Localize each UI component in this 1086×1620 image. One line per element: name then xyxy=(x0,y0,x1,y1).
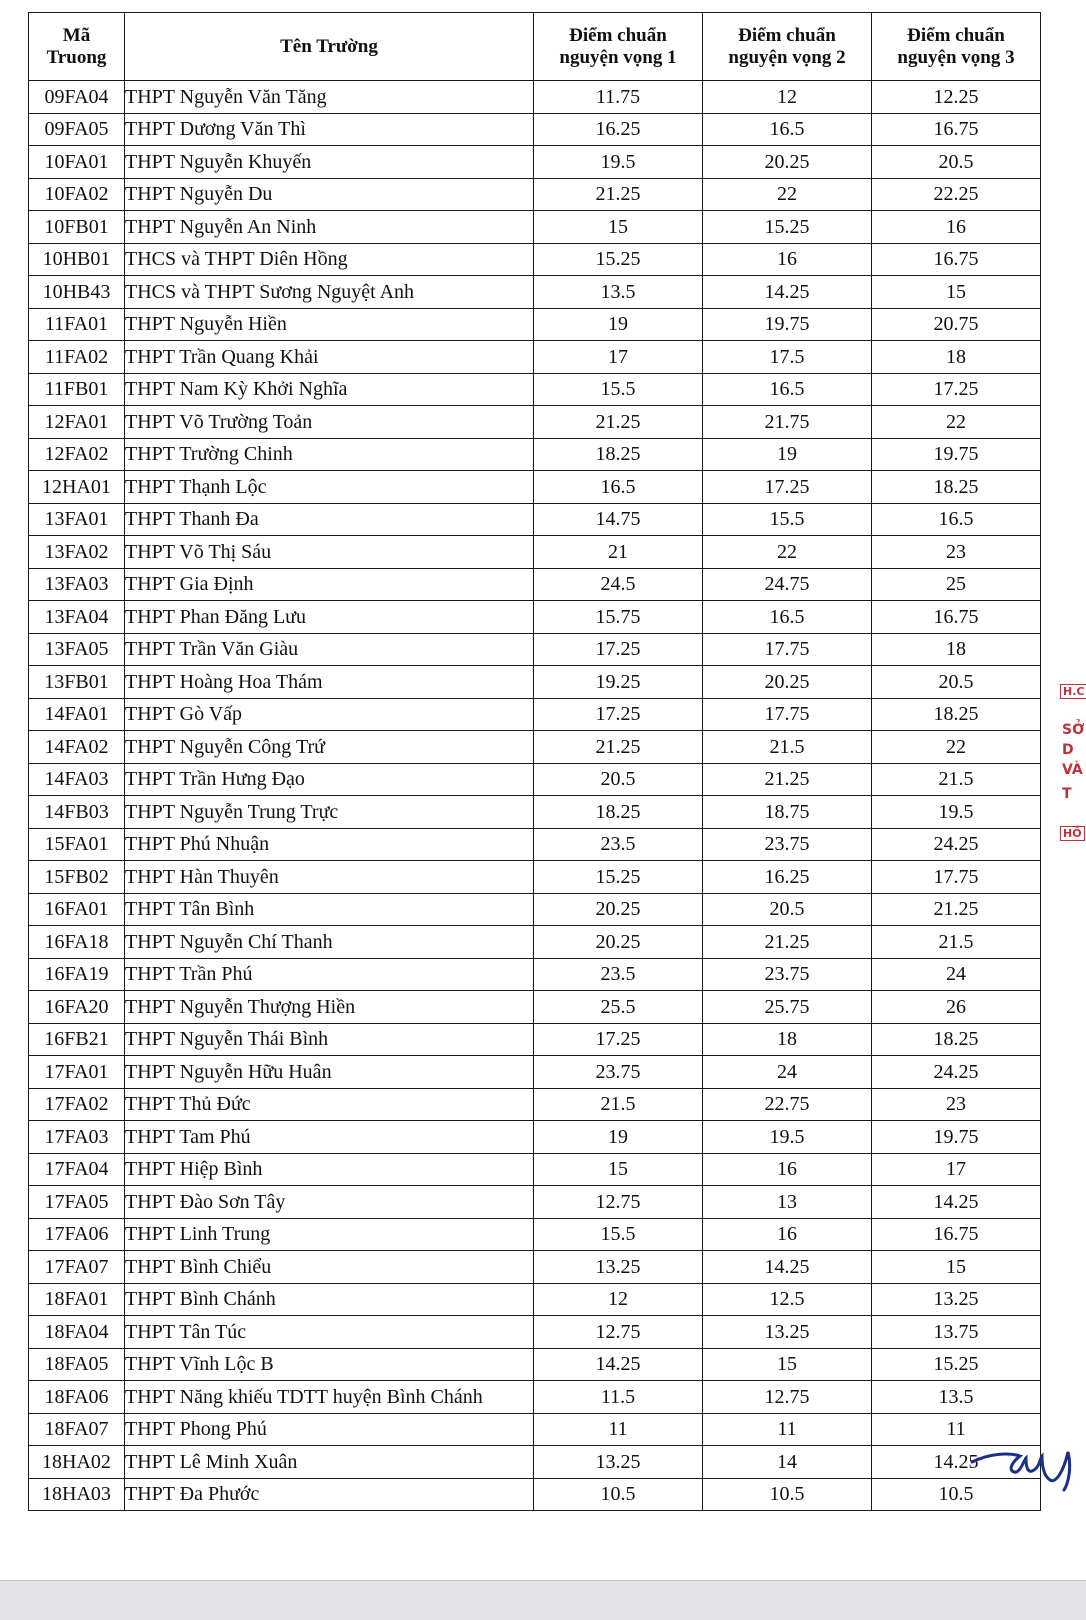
score-nv1-cell: 15.25 xyxy=(534,243,703,276)
score-nv3-cell: 18.25 xyxy=(872,471,1041,504)
school-code-cell: 18FA07 xyxy=(29,1413,125,1446)
table-row xyxy=(29,568,1041,601)
school-name-cell: THPT Nguyễn Chí Thanh xyxy=(125,926,534,959)
score-nv3-cell: 12.25 xyxy=(872,81,1041,114)
score-nv2-cell: 12 xyxy=(703,81,872,114)
score-nv2-cell: 16 xyxy=(703,243,872,276)
school-name-cell: THPT Gia Định xyxy=(125,568,534,601)
school-code-cell: 17FA02 xyxy=(29,1088,125,1121)
score-nv2-cell: 21.5 xyxy=(703,731,872,764)
school-code-cell: 12FA02 xyxy=(29,438,125,471)
table-row xyxy=(29,763,1041,796)
table-row xyxy=(29,731,1041,764)
school-code-cell: 18FA06 xyxy=(29,1381,125,1414)
school-code-cell: 09FA04 xyxy=(29,81,125,114)
score-nv3-cell: 16.5 xyxy=(872,503,1041,536)
score-nv1-cell: 19.25 xyxy=(534,666,703,699)
score-nv2-cell: 23.75 xyxy=(703,958,872,991)
table-row xyxy=(29,1478,1041,1511)
score-nv3-cell: 11 xyxy=(872,1413,1041,1446)
score-nv3-cell: 23 xyxy=(872,536,1041,569)
school-name-cell: THPT Hoàng Hoa Thám xyxy=(125,666,534,699)
score-nv3-cell: 18 xyxy=(872,341,1041,374)
school-name-cell: THPT Thanh Đa xyxy=(125,503,534,536)
table-row xyxy=(29,1023,1041,1056)
school-code-cell: 18FA04 xyxy=(29,1316,125,1349)
school-code-cell: 15FB02 xyxy=(29,861,125,894)
school-name-cell: THPT Nguyễn Thái Bình xyxy=(125,1023,534,1056)
school-name-cell: THPT Gò Vấp xyxy=(125,698,534,731)
score-nv1-cell: 15 xyxy=(534,211,703,244)
school-code-cell: 17FA06 xyxy=(29,1218,125,1251)
school-code-cell: 10HB43 xyxy=(29,276,125,309)
school-name-cell: THPT Nguyễn Khuyến xyxy=(125,146,534,179)
score-nv3-cell: 16.75 xyxy=(872,601,1041,634)
score-nv1-cell: 21 xyxy=(534,536,703,569)
score-nv1-cell: 10.5 xyxy=(534,1478,703,1511)
score-nv1-cell: 19 xyxy=(534,308,703,341)
score-nv3-cell: 22 xyxy=(872,406,1041,439)
school-name-cell: THPT Nguyễn An Ninh xyxy=(125,211,534,244)
score-nv2-cell: 24.75 xyxy=(703,568,872,601)
score-nv2-cell: 18.75 xyxy=(703,796,872,829)
table-row xyxy=(29,1218,1041,1251)
score-nv3-cell: 16.75 xyxy=(872,113,1041,146)
score-nv1-cell: 14.75 xyxy=(534,503,703,536)
table-row xyxy=(29,601,1041,634)
score-nv2-cell: 16 xyxy=(703,1153,872,1186)
score-nv1-cell: 21.25 xyxy=(534,178,703,211)
score-nv2-cell: 18 xyxy=(703,1023,872,1056)
table-row xyxy=(29,958,1041,991)
score-nv1-cell: 20.5 xyxy=(534,763,703,796)
score-nv3-cell: 19.5 xyxy=(872,796,1041,829)
score-nv2-cell: 20.5 xyxy=(703,893,872,926)
score-nv1-cell: 21.5 xyxy=(534,1088,703,1121)
school-name-cell: THPT Nguyễn Trung Trực xyxy=(125,796,534,829)
score-nv2-cell: 21.25 xyxy=(703,763,872,796)
school-name-cell: THPT Nam Kỳ Khởi Nghĩa xyxy=(125,373,534,406)
score-nv1-cell: 13.25 xyxy=(534,1446,703,1479)
school-code-cell: 10HB01 xyxy=(29,243,125,276)
score-nv2-cell: 17.75 xyxy=(703,633,872,666)
school-name-cell: THPT Đào Sơn Tây xyxy=(125,1186,534,1219)
score-nv3-cell: 18 xyxy=(872,633,1041,666)
table-row xyxy=(29,1056,1041,1089)
header-row xyxy=(29,13,1041,81)
score-nv2-cell: 25.75 xyxy=(703,991,872,1024)
score-nv2-cell: 15.5 xyxy=(703,503,872,536)
school-name-cell: THPT Tam Phú xyxy=(125,1121,534,1154)
score-nv3-cell: 22 xyxy=(872,731,1041,764)
header-score-nv2: Điểm chuẩn nguyện vọng 2 xyxy=(703,13,872,81)
score-nv2-cell: 21.25 xyxy=(703,926,872,959)
admission-scores-table xyxy=(28,12,1041,1511)
score-nv2-cell: 22.75 xyxy=(703,1088,872,1121)
score-nv3-cell: 21.5 xyxy=(872,926,1041,959)
score-nv2-cell: 14.25 xyxy=(703,276,872,309)
score-nv2-cell: 19 xyxy=(703,438,872,471)
score-nv1-cell: 23.75 xyxy=(534,1056,703,1089)
school-code-cell: 17FA03 xyxy=(29,1121,125,1154)
school-code-cell: 14FA03 xyxy=(29,763,125,796)
score-nv1-cell: 17.25 xyxy=(534,1023,703,1056)
table-row xyxy=(29,1251,1041,1284)
school-name-cell: THPT Linh Trung xyxy=(125,1218,534,1251)
score-nv2-cell: 24 xyxy=(703,1056,872,1089)
score-nv1-cell: 21.25 xyxy=(534,406,703,439)
school-name-cell: THPT Tân Túc xyxy=(125,1316,534,1349)
score-nv1-cell: 19 xyxy=(534,1121,703,1154)
score-nv3-cell: 20.5 xyxy=(872,146,1041,179)
score-nv2-cell: 19.5 xyxy=(703,1121,872,1154)
score-nv3-cell: 17.25 xyxy=(872,373,1041,406)
school-code-cell: 14FA01 xyxy=(29,698,125,731)
score-nv2-cell: 17.25 xyxy=(703,471,872,504)
school-code-cell: 11FB01 xyxy=(29,373,125,406)
table-row xyxy=(29,796,1041,829)
school-code-cell: 13FA04 xyxy=(29,601,125,634)
score-nv3-cell: 16.75 xyxy=(872,1218,1041,1251)
school-name-cell: THPT Phan Đăng Lưu xyxy=(125,601,534,634)
score-nv3-cell: 14.25 xyxy=(872,1186,1041,1219)
school-code-cell: 14FB03 xyxy=(29,796,125,829)
score-nv1-cell: 18.25 xyxy=(534,438,703,471)
school-code-cell: 15FA01 xyxy=(29,828,125,861)
school-name-cell: THPT Nguyễn Thượng Hiền xyxy=(125,991,534,1024)
score-nv3-cell: 16 xyxy=(872,211,1041,244)
score-nv2-cell: 16 xyxy=(703,1218,872,1251)
score-nv1-cell: 12.75 xyxy=(534,1186,703,1219)
school-name-cell: THPT Năng khiếu TDTT huyện Bình Chánh xyxy=(125,1381,534,1414)
score-nv1-cell: 15.5 xyxy=(534,1218,703,1251)
score-nv2-cell: 16.5 xyxy=(703,373,872,406)
score-nv3-cell: 15 xyxy=(872,276,1041,309)
score-nv1-cell: 20.25 xyxy=(534,926,703,959)
school-name-cell: THPT Thạnh Lộc xyxy=(125,471,534,504)
school-name-cell: THPT Trần Quang Khải xyxy=(125,341,534,374)
score-nv2-cell: 15 xyxy=(703,1348,872,1381)
school-code-cell: 17FA07 xyxy=(29,1251,125,1284)
school-name-cell: THPT Nguyễn Hiền xyxy=(125,308,534,341)
school-code-cell: 11FA01 xyxy=(29,308,125,341)
score-nv2-cell: 23.75 xyxy=(703,828,872,861)
score-nv3-cell: 19.75 xyxy=(872,1121,1041,1154)
score-nv3-cell: 19.75 xyxy=(872,438,1041,471)
score-nv1-cell: 12 xyxy=(534,1283,703,1316)
score-nv3-cell: 10.5 xyxy=(872,1478,1041,1511)
table-row xyxy=(29,178,1041,211)
school-name-cell: THPT Dương Văn Thì xyxy=(125,113,534,146)
table-row xyxy=(29,81,1041,114)
score-nv1-cell: 15.25 xyxy=(534,861,703,894)
table-row xyxy=(29,633,1041,666)
score-nv1-cell: 16.5 xyxy=(534,471,703,504)
score-nv1-cell: 23.5 xyxy=(534,828,703,861)
score-nv3-cell: 20.5 xyxy=(872,666,1041,699)
header-school-code: Mã Truong xyxy=(29,13,125,81)
school-code-cell: 10FA01 xyxy=(29,146,125,179)
school-name-cell: THPT Trần Hưng Đạo xyxy=(125,763,534,796)
school-name-cell: THPT Bình Chiểu xyxy=(125,1251,534,1284)
score-nv2-cell: 15.25 xyxy=(703,211,872,244)
score-nv2-cell: 19.75 xyxy=(703,308,872,341)
table-row xyxy=(29,373,1041,406)
table-row xyxy=(29,503,1041,536)
score-nv1-cell: 16.25 xyxy=(534,113,703,146)
table-row xyxy=(29,406,1041,439)
school-code-cell: 16FA18 xyxy=(29,926,125,959)
score-nv3-cell: 15.25 xyxy=(872,1348,1041,1381)
table-row xyxy=(29,276,1041,309)
score-nv1-cell: 21.25 xyxy=(534,731,703,764)
table-row xyxy=(29,991,1041,1024)
score-nv3-cell: 15 xyxy=(872,1251,1041,1284)
school-code-cell: 14FA02 xyxy=(29,731,125,764)
school-name-cell: THPT Võ Thị Sáu xyxy=(125,536,534,569)
school-code-cell: 16FA01 xyxy=(29,893,125,926)
score-nv2-cell: 16.25 xyxy=(703,861,872,894)
table-row xyxy=(29,308,1041,341)
table-row xyxy=(29,1283,1041,1316)
score-nv3-cell: 18.25 xyxy=(872,698,1041,731)
table-row xyxy=(29,1121,1041,1154)
score-nv1-cell: 23.5 xyxy=(534,958,703,991)
school-name-cell: THPT Thủ Đức xyxy=(125,1088,534,1121)
score-nv2-cell: 16.5 xyxy=(703,113,872,146)
score-nv3-cell: 13.25 xyxy=(872,1283,1041,1316)
score-nv3-cell: 26 xyxy=(872,991,1041,1024)
table-row xyxy=(29,1348,1041,1381)
school-code-cell: 09FA05 xyxy=(29,113,125,146)
score-nv3-cell: 25 xyxy=(872,568,1041,601)
school-name-cell: THPT Bình Chánh xyxy=(125,1283,534,1316)
score-nv2-cell: 21.75 xyxy=(703,406,872,439)
table-row xyxy=(29,243,1041,276)
score-nv1-cell: 13.5 xyxy=(534,276,703,309)
school-code-cell: 16FB21 xyxy=(29,1023,125,1056)
school-name-cell: THPT Phú Nhuận xyxy=(125,828,534,861)
school-name-cell: THPT Hàn Thuyên xyxy=(125,861,534,894)
score-nv1-cell: 15 xyxy=(534,1153,703,1186)
table-row xyxy=(29,146,1041,179)
score-nv1-cell: 17.25 xyxy=(534,633,703,666)
score-nv1-cell: 17 xyxy=(534,341,703,374)
school-name-cell: THCS và THPT Sương Nguyệt Anh xyxy=(125,276,534,309)
table-row xyxy=(29,1381,1041,1414)
school-code-cell: 18FA01 xyxy=(29,1283,125,1316)
table-row xyxy=(29,113,1041,146)
school-code-cell: 12FA01 xyxy=(29,406,125,439)
table-row xyxy=(29,926,1041,959)
score-nv1-cell: 13.25 xyxy=(534,1251,703,1284)
school-name-cell: THCS và THPT Diên Hồng xyxy=(125,243,534,276)
score-nv1-cell: 20.25 xyxy=(534,893,703,926)
table-header xyxy=(29,13,1041,81)
table-row xyxy=(29,341,1041,374)
table-row xyxy=(29,1088,1041,1121)
score-nv3-cell: 24.25 xyxy=(872,828,1041,861)
school-code-cell: 17FA05 xyxy=(29,1186,125,1219)
score-nv3-cell: 23 xyxy=(872,1088,1041,1121)
school-name-cell: THPT Lê Minh Xuân xyxy=(125,1446,534,1479)
score-nv3-cell: 24.25 xyxy=(872,1056,1041,1089)
school-code-cell: 17FA01 xyxy=(29,1056,125,1089)
table-row xyxy=(29,893,1041,926)
table-row xyxy=(29,698,1041,731)
score-nv1-cell: 11.5 xyxy=(534,1381,703,1414)
school-name-cell: THPT Hiệp Bình xyxy=(125,1153,534,1186)
score-nv3-cell: 14.25 xyxy=(872,1446,1041,1479)
school-name-cell: THPT Trần Phú xyxy=(125,958,534,991)
score-nv1-cell: 15.75 xyxy=(534,601,703,634)
table-row xyxy=(29,828,1041,861)
school-code-cell: 13FA01 xyxy=(29,503,125,536)
score-nv2-cell: 20.25 xyxy=(703,666,872,699)
school-name-cell: THPT Phong Phú xyxy=(125,1413,534,1446)
score-nv2-cell: 17.75 xyxy=(703,698,872,731)
score-nv1-cell: 11.75 xyxy=(534,81,703,114)
table-row xyxy=(29,1413,1041,1446)
score-nv2-cell: 13.25 xyxy=(703,1316,872,1349)
score-nv2-cell: 11 xyxy=(703,1413,872,1446)
table-row xyxy=(29,861,1041,894)
score-nv3-cell: 13.75 xyxy=(872,1316,1041,1349)
score-nv2-cell: 16.5 xyxy=(703,601,872,634)
official-stamp-fragment: H.C SỞ D VÀ T HỒ xyxy=(1058,678,1086,856)
table-row xyxy=(29,536,1041,569)
viewer-bottom-bar xyxy=(0,1580,1086,1620)
school-code-cell: 11FA02 xyxy=(29,341,125,374)
table-row xyxy=(29,471,1041,504)
score-nv1-cell: 17.25 xyxy=(534,698,703,731)
score-nv2-cell: 17.5 xyxy=(703,341,872,374)
school-code-cell: 18HA02 xyxy=(29,1446,125,1479)
score-nv3-cell: 13.5 xyxy=(872,1381,1041,1414)
score-nv1-cell: 11 xyxy=(534,1413,703,1446)
header-school-name: Tên Trường xyxy=(125,13,534,81)
score-nv2-cell: 13 xyxy=(703,1186,872,1219)
header-score-nv1: Điểm chuẩn nguyện vọng 1 xyxy=(534,13,703,81)
school-name-cell: THPT Trần Văn Giàu xyxy=(125,633,534,666)
school-name-cell: THPT Trường Chinh xyxy=(125,438,534,471)
school-code-cell: 13FB01 xyxy=(29,666,125,699)
table-row xyxy=(29,666,1041,699)
score-nv2-cell: 14 xyxy=(703,1446,872,1479)
school-name-cell: THPT Nguyễn Hữu Huân xyxy=(125,1056,534,1089)
school-code-cell: 12HA01 xyxy=(29,471,125,504)
score-nv2-cell: 12.75 xyxy=(703,1381,872,1414)
table-row xyxy=(29,1153,1041,1186)
school-code-cell: 10FB01 xyxy=(29,211,125,244)
school-name-cell: THPT Nguyễn Công Trứ xyxy=(125,731,534,764)
school-code-cell: 18HA03 xyxy=(29,1478,125,1511)
school-code-cell: 16FA19 xyxy=(29,958,125,991)
score-nv2-cell: 12.5 xyxy=(703,1283,872,1316)
table-row xyxy=(29,1186,1041,1219)
table-row xyxy=(29,438,1041,471)
score-nv3-cell: 17 xyxy=(872,1153,1041,1186)
school-name-cell: THPT Đa Phước xyxy=(125,1478,534,1511)
school-code-cell: 13FA03 xyxy=(29,568,125,601)
table-row xyxy=(29,1446,1041,1479)
score-nv2-cell: 14.25 xyxy=(703,1251,872,1284)
score-nv3-cell: 21.25 xyxy=(872,893,1041,926)
score-nv2-cell: 22 xyxy=(703,178,872,211)
school-code-cell: 17FA04 xyxy=(29,1153,125,1186)
score-nv1-cell: 25.5 xyxy=(534,991,703,1024)
score-nv2-cell: 22 xyxy=(703,536,872,569)
score-nv3-cell: 18.25 xyxy=(872,1023,1041,1056)
score-nv1-cell: 18.25 xyxy=(534,796,703,829)
score-nv1-cell: 12.75 xyxy=(534,1316,703,1349)
school-name-cell: THPT Tân Bình xyxy=(125,893,534,926)
score-nv2-cell: 20.25 xyxy=(703,146,872,179)
school-code-cell: 16FA20 xyxy=(29,991,125,1024)
school-code-cell: 13FA02 xyxy=(29,536,125,569)
score-nv3-cell: 21.5 xyxy=(872,763,1041,796)
header-score-nv3: Điểm chuẩn nguyện vọng 3 xyxy=(872,13,1041,81)
table-body xyxy=(29,81,1041,1511)
score-nv2-cell: 10.5 xyxy=(703,1478,872,1511)
table-row xyxy=(29,1316,1041,1349)
score-nv3-cell: 16.75 xyxy=(872,243,1041,276)
score-nv3-cell: 24 xyxy=(872,958,1041,991)
score-nv3-cell: 22.25 xyxy=(872,178,1041,211)
school-name-cell: THPT Nguyễn Văn Tăng xyxy=(125,81,534,114)
school-code-cell: 18FA05 xyxy=(29,1348,125,1381)
score-nv1-cell: 15.5 xyxy=(534,373,703,406)
school-name-cell: THPT Võ Trường Toản xyxy=(125,406,534,439)
score-nv1-cell: 19.5 xyxy=(534,146,703,179)
table-row xyxy=(29,211,1041,244)
school-name-cell: THPT Vĩnh Lộc B xyxy=(125,1348,534,1381)
school-code-cell: 10FA02 xyxy=(29,178,125,211)
school-code-cell: 13FA05 xyxy=(29,633,125,666)
score-nv1-cell: 24.5 xyxy=(534,568,703,601)
school-name-cell: THPT Nguyễn Du xyxy=(125,178,534,211)
score-nv3-cell: 17.75 xyxy=(872,861,1041,894)
score-nv1-cell: 14.25 xyxy=(534,1348,703,1381)
score-nv3-cell: 20.75 xyxy=(872,308,1041,341)
handwritten-signature xyxy=(968,1440,1078,1500)
